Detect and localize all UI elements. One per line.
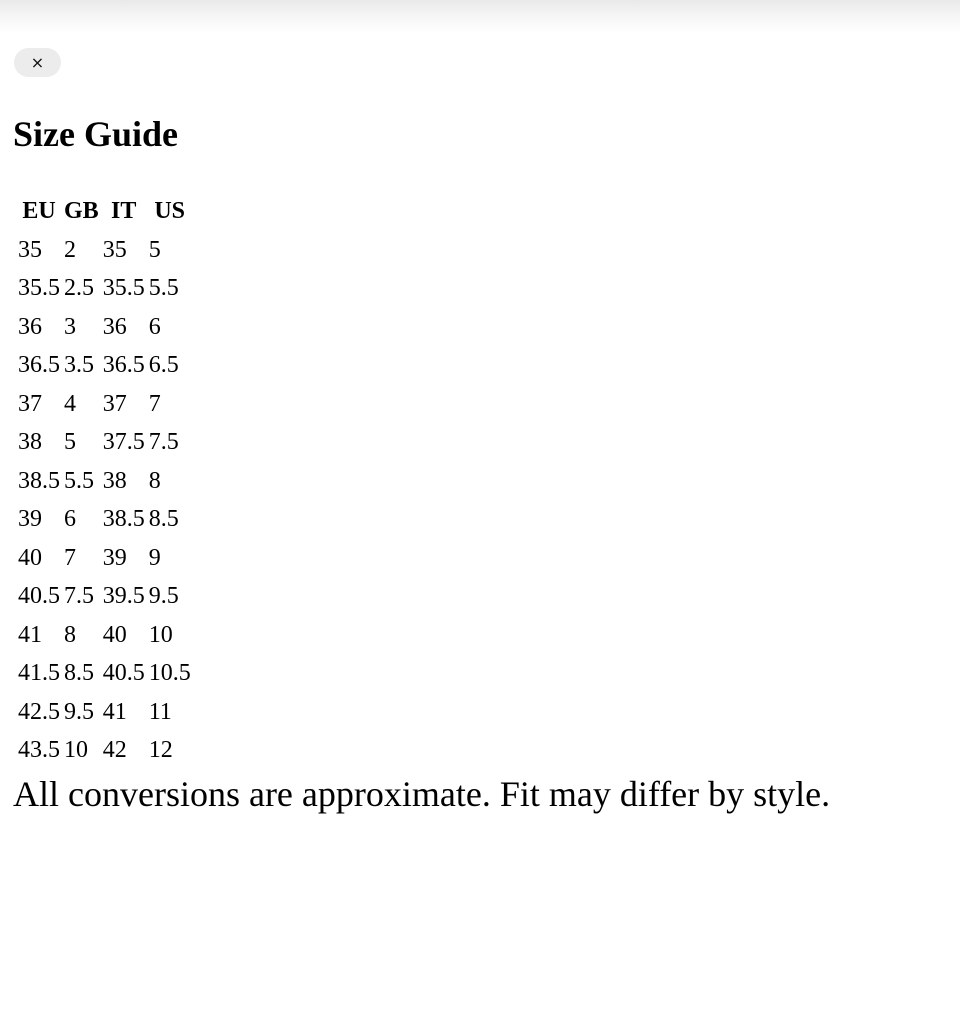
cell-gb: 2 <box>64 236 76 263</box>
cell-it: 39 <box>102 544 127 571</box>
table-row <box>18 693 191 732</box>
cell-us: 7.5 <box>148 429 179 455</box>
column-header-us: US <box>154 198 186 224</box>
cell-it: 35.5 <box>102 275 145 301</box>
cell-eu: 41.5 <box>18 660 60 686</box>
table-row <box>18 577 191 616</box>
cell-eu: 39 <box>18 506 42 532</box>
close-button[interactable] <box>14 48 61 77</box>
cell-eu: 40 <box>18 544 42 571</box>
cell-it: 37 <box>102 390 127 417</box>
cell-gb: 7.5 <box>64 583 94 609</box>
table-row <box>18 308 191 347</box>
table-row <box>18 500 191 539</box>
cell-it: 41 <box>102 698 127 725</box>
table-row <box>18 385 191 424</box>
cell-us: 12 <box>148 737 173 763</box>
column-header-eu: EU <box>22 198 56 224</box>
cell-it: 38 <box>102 467 127 494</box>
cell-us: 6 <box>148 313 161 340</box>
cell-gb: 5 <box>64 429 76 455</box>
table-row <box>18 423 191 462</box>
cell-gb: 3.5 <box>64 352 94 378</box>
cell-us: 9 <box>148 544 161 571</box>
cell-gb: 8.5 <box>64 660 94 686</box>
cell-eu: 36 <box>18 313 42 340</box>
cell-eu: 36.5 <box>18 352 60 378</box>
column-header-it: IT <box>111 198 137 224</box>
close-icon: × <box>30 53 45 72</box>
cell-it: 38.5 <box>102 506 145 532</box>
cell-eu: 43.5 <box>18 737 60 763</box>
cell-us: 8 <box>148 467 161 494</box>
table-row <box>18 462 191 501</box>
table-row <box>18 539 191 578</box>
cell-us: 10.5 <box>148 660 191 686</box>
table-row <box>18 269 191 308</box>
cell-eu: 38.5 <box>18 467 60 494</box>
cell-gb: 7 <box>64 544 76 571</box>
cell-it: 36 <box>102 313 127 340</box>
cell-us: 8.5 <box>148 506 179 532</box>
cell-us: 11 <box>148 698 172 725</box>
table-row <box>18 654 191 693</box>
cell-gb: 5.5 <box>64 467 94 494</box>
cell-eu: 38 <box>18 429 42 455</box>
table-row <box>18 231 191 270</box>
cell-us: 7 <box>148 390 161 417</box>
cell-us: 9.5 <box>148 583 179 609</box>
cell-it: 42 <box>102 737 127 763</box>
cell-eu: 40.5 <box>18 583 60 609</box>
page-title: Size Guide <box>13 114 179 154</box>
cell-us: 10 <box>148 621 173 648</box>
cell-gb: 10 <box>64 737 88 763</box>
cell-gb: 8 <box>64 621 76 648</box>
cell-it: 40.5 <box>102 660 145 686</box>
cell-eu: 35.5 <box>18 275 60 301</box>
column-header-gb: GB <box>64 198 99 224</box>
cell-gb: 9.5 <box>64 698 94 725</box>
cell-us: 5.5 <box>148 275 179 301</box>
cell-it: 35 <box>102 236 127 263</box>
cell-it: 39.5 <box>102 583 145 609</box>
cell-it: 37.5 <box>102 429 145 455</box>
cell-gb: 2.5 <box>64 275 94 301</box>
top-shadow <box>0 0 960 34</box>
cell-us: 5 <box>148 236 161 263</box>
table-row <box>18 346 191 385</box>
cell-it: 40 <box>102 621 127 648</box>
cell-it: 36.5 <box>102 352 145 378</box>
cell-eu: 41 <box>18 621 42 648</box>
conversion-note: All conversions are approximate. Fit may differ by style. <box>13 774 831 814</box>
size-table-body <box>18 231 191 770</box>
table-row <box>18 731 191 770</box>
cell-gb: 6 <box>64 506 76 532</box>
cell-eu: 37 <box>18 390 42 417</box>
table-row <box>18 616 191 655</box>
cell-eu: 35 <box>18 236 42 263</box>
cell-gb: 4 <box>64 390 76 417</box>
cell-us: 6.5 <box>148 352 179 378</box>
cell-gb: 3 <box>64 313 76 340</box>
table-header-row <box>18 192 191 231</box>
cell-eu: 42.5 <box>18 698 60 725</box>
size-table <box>14 192 195 770</box>
